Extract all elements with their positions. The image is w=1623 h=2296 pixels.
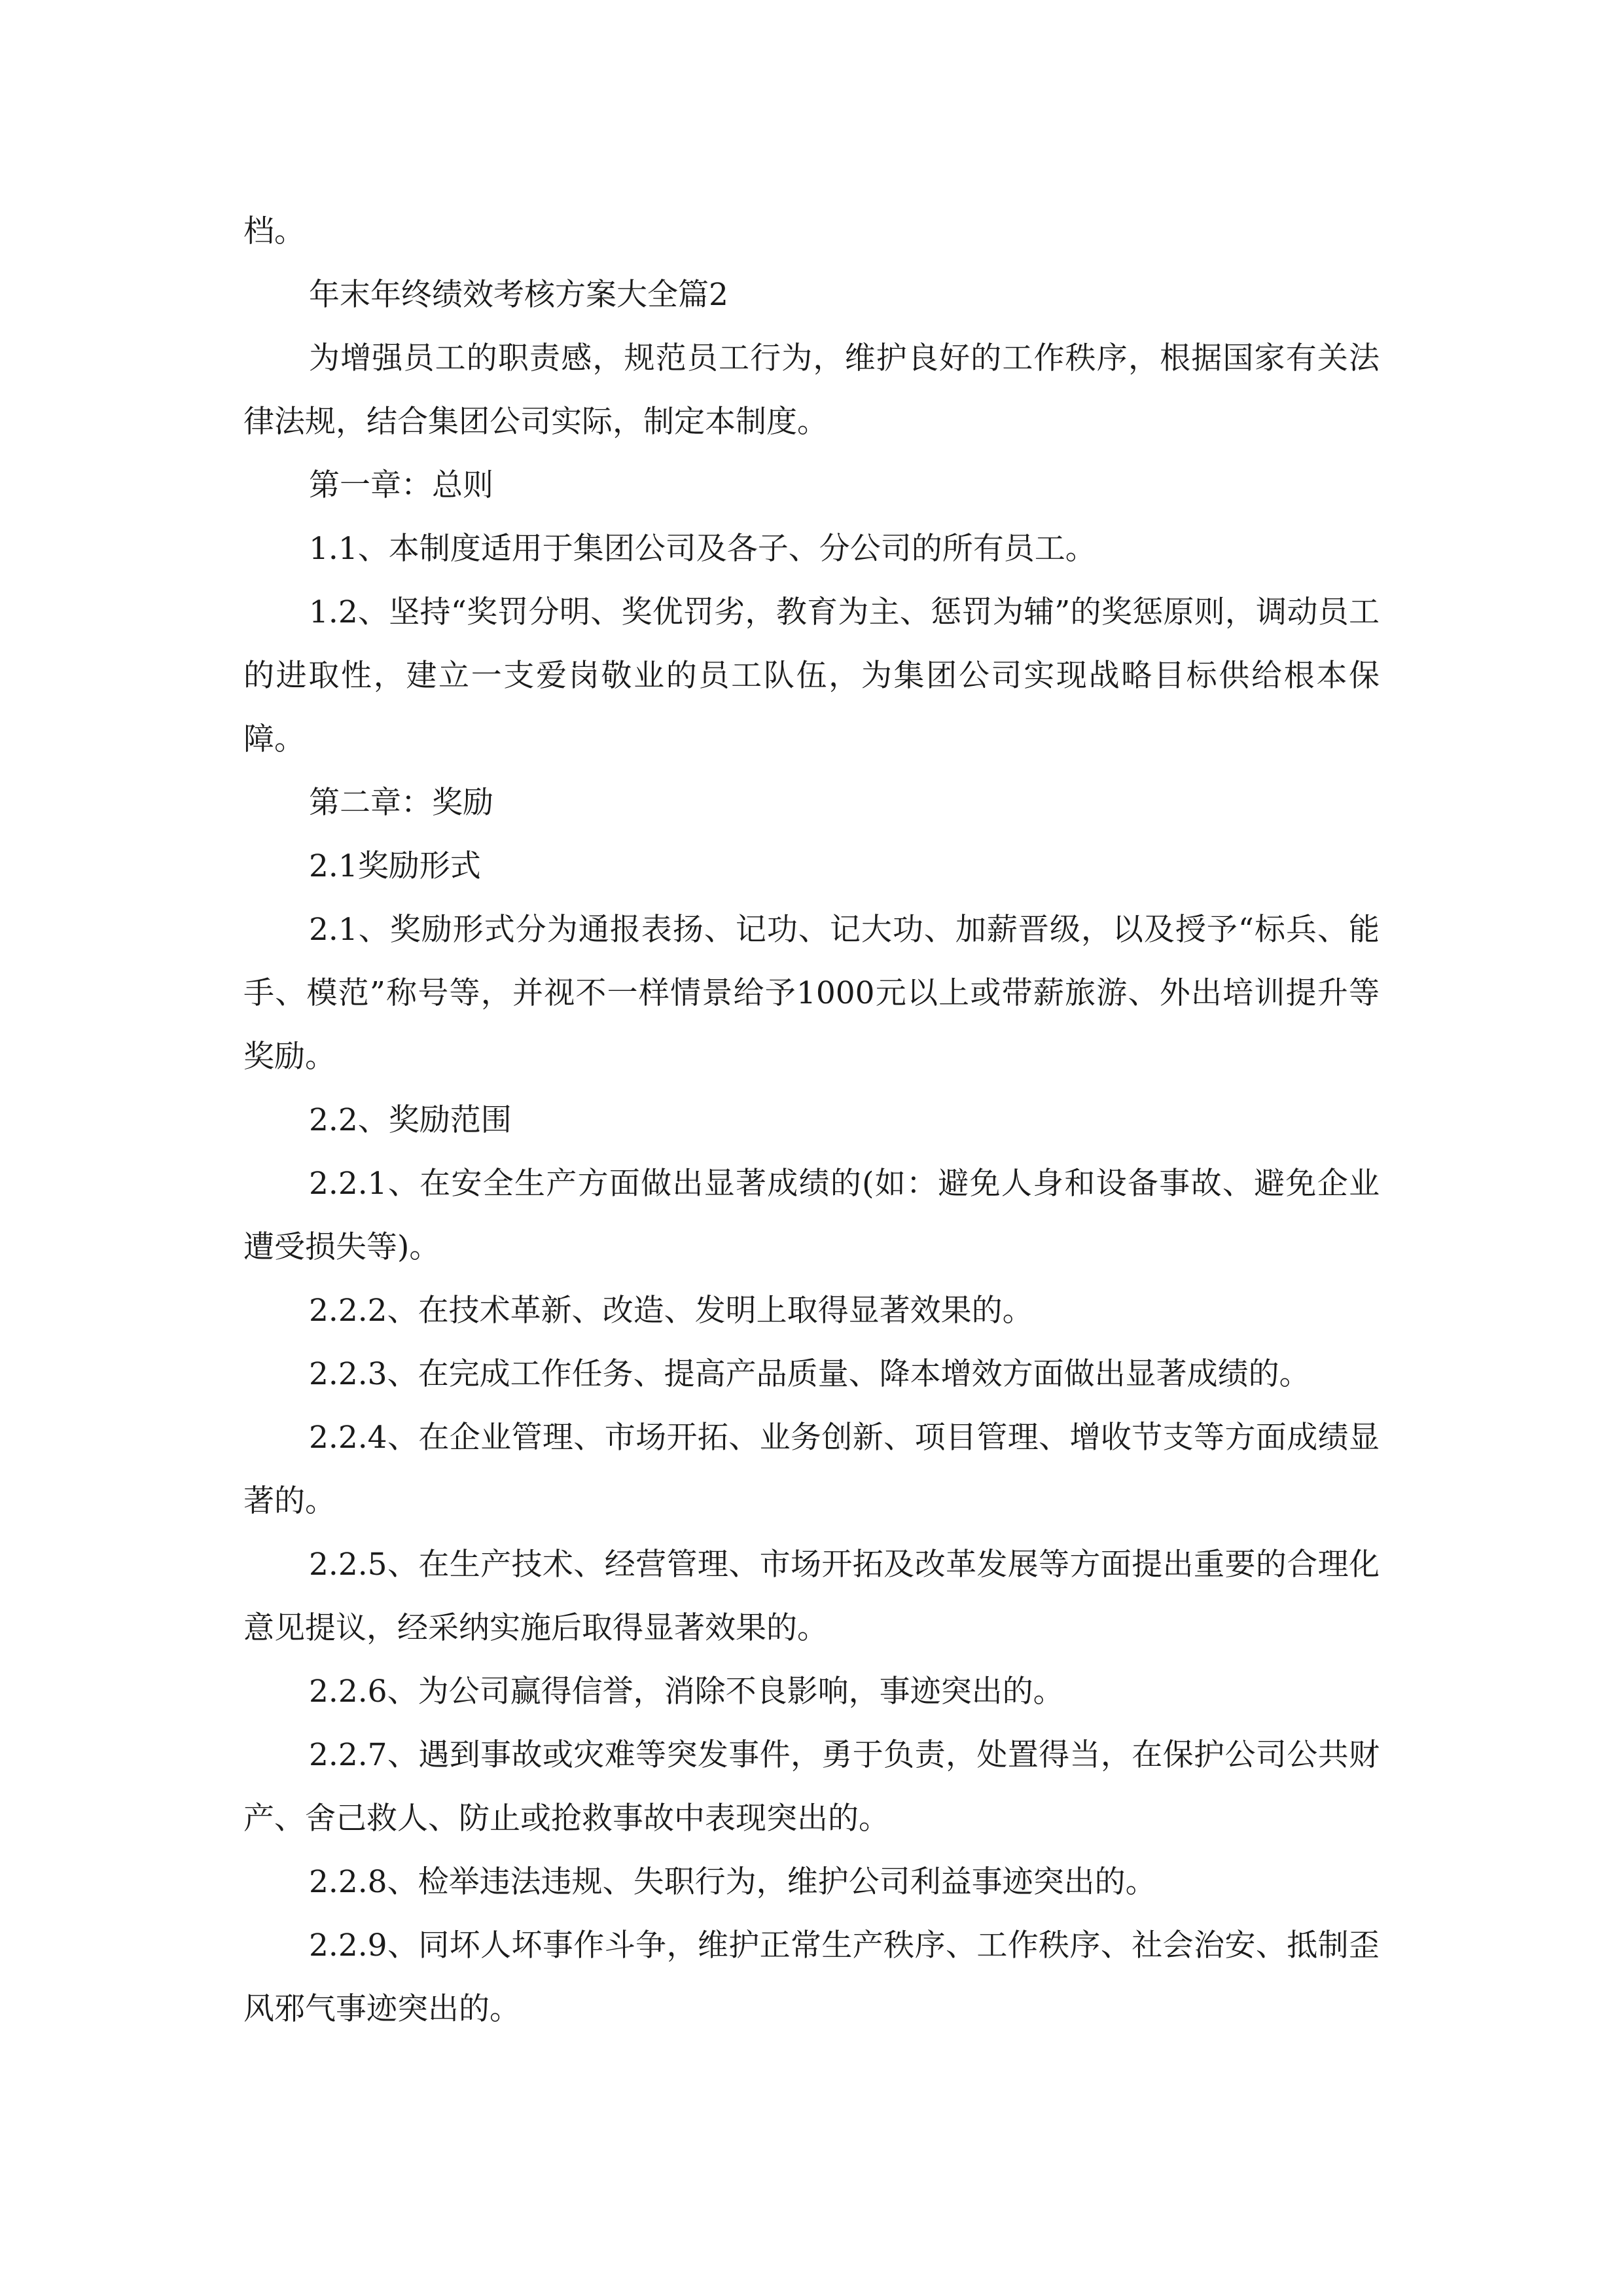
clause-2-2-8: 2.2.8、检举违法违规、失职行为，维护公司利益事迹突出的。 xyxy=(309,1864,1156,1900)
clause-2-1: 2.1、奖励形式分为通报表扬、记功、记大功、加薪晋级，以及授予“标兵、能手、模范”称号等，并视不一样情景给予1000元以上或带薪旅游、外出培训提升等奖励。 xyxy=(243,912,1380,1075)
document-body xyxy=(243,200,1380,2041)
clause-2-2-9: 2.2.9、同坏人坏事作斗争，维护正常生产秩序、工作秩序、社会治安、抵制歪风邪气事迹突出的。 xyxy=(243,1928,1380,2027)
clause-2-2-heading: 2.2、奖励范围 xyxy=(309,1102,512,1138)
paragraph-continuation: 档。 xyxy=(243,213,305,249)
clause-2-2-2: 2.2.2、在技术革新、改造、发明上取得显著效果的。 xyxy=(309,1293,1033,1329)
chapter-1-heading: 第一章：总则 xyxy=(309,467,493,503)
clause-2-2-1: 2.2.1、在安全生产方面做出显著成绩的(如：避免人身和设备事故、避免企业遭受损失等)。 xyxy=(243,1166,1380,1265)
subsection-2-1-heading: 2.1奖励形式 xyxy=(309,848,481,884)
clause-2-2-3: 2.2.3、在完成工作任务、提高产品质量、降本增效方面做出显著成绩的。 xyxy=(309,1356,1310,1392)
clause-2-2-4: 2.2.4、在企业管理、市场开拓、业务创新、项目管理、增收节支等方面成绩显著的。 xyxy=(243,1420,1380,1519)
clause-2-2-7: 2.2.7、遇到事故或灾难等突发事件，勇于负责，处置得当，在保护公司公共财产、舍己救人、防止或抢救事故中表现突出的。 xyxy=(243,1737,1380,1837)
chapter-2-heading: 第二章：奖励 xyxy=(309,785,493,821)
section-title: 年末年终绩效考核方案大全篇2 xyxy=(309,277,728,313)
clause-2-2-5: 2.2.5、在生产技术、经营管理、市场开拓及改革发展等方面提出重要的合理化意见提议，经采纳实施后取得显著效果的。 xyxy=(243,1547,1380,1646)
clause-2-2-6: 2.2.6、为公司赢得信誉，消除不良影响，事迹突出的。 xyxy=(309,1674,1064,1710)
clause-1-2: 1.2、坚持“奖罚分明、奖优罚劣，教育为主、惩罚为辅”的奖惩原则，调动员工的进取性，建立一支爱岗敬业的员工队伍，为集团公司实现战略目标供给根本保障。 xyxy=(243,594,1380,757)
clause-1-1: 1.1、本制度适用于集团公司及各子、分公司的所有员工。 xyxy=(309,531,1096,567)
intro-paragraph: 为增强员工的职责感，规范员工行为，维护良好的工作秩序，根据国家有关法律法规，结合集团公司实际，制定本制度。 xyxy=(243,340,1380,440)
